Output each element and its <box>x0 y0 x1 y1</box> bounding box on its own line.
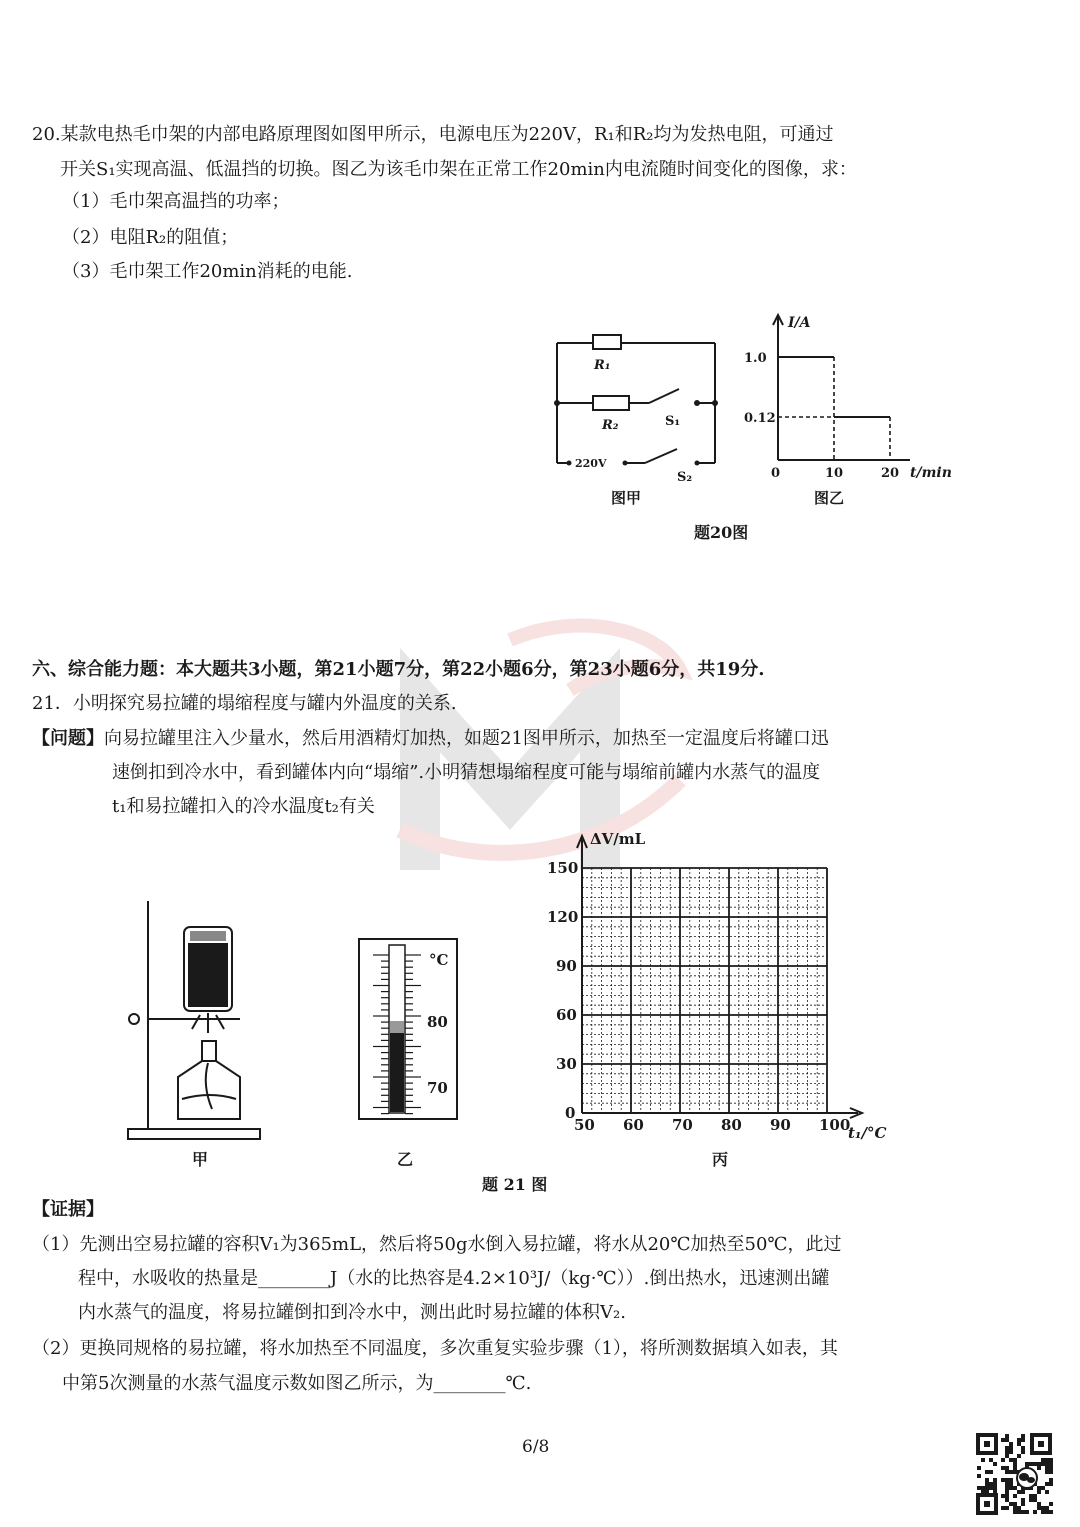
y-tick-2: 0.12 <box>744 411 776 426</box>
qr-cell <box>1037 1462 1041 1466</box>
qr-cell <box>1009 1470 1013 1474</box>
qr-cell <box>1021 1446 1025 1450</box>
qr-cell <box>1005 1446 1009 1450</box>
evidence1-line1: （1）先测出空易拉罐的容积V₁为365mL，然后将50g水倒入易拉罐，将水从20℃加热至50℃，此过 <box>32 1234 842 1255</box>
qr-cell <box>1013 1466 1017 1470</box>
q20-stem-line2: 开关S₁实现高温、低温挡的切换。图乙为该毛巾架在正常工作20min内电流随时间变化的图像，求： <box>60 159 857 180</box>
r2-label: R₂ <box>602 418 619 433</box>
source-label: 220V <box>575 457 607 470</box>
grid-y-tick-90: 90 <box>556 957 577 975</box>
qr-cell <box>1009 1486 1013 1490</box>
qr-cell <box>1049 1458 1053 1462</box>
qr-cell <box>1021 1490 1025 1494</box>
qr-cell <box>1005 1478 1009 1482</box>
qr-cell <box>1017 1454 1021 1458</box>
qr-cell <box>1049 1470 1053 1474</box>
thermo-unit: °C <box>429 951 449 969</box>
qr-cell <box>1049 1482 1053 1486</box>
qr-cell <box>1041 1462 1045 1466</box>
q20-sub2: （2）电阻R₂的阻值； <box>62 227 239 248</box>
thermo-80: 80 <box>427 1013 448 1031</box>
grid-y-tick-150: 150 <box>547 859 579 877</box>
qr-cell <box>1021 1438 1025 1442</box>
problem-line3: t₁和易拉罐扣入的冷水温度t₂有关 <box>112 796 375 817</box>
qr-cell <box>993 1486 997 1490</box>
grid-y-tick-60: 60 <box>556 1006 577 1024</box>
q21-figure-caption: 题 21 图 <box>482 1175 548 1194</box>
qr-cell <box>1045 1510 1049 1514</box>
qr-cell <box>1005 1466 1009 1470</box>
qr-cell <box>985 1482 989 1486</box>
qr-cell <box>993 1482 997 1486</box>
evidence2-line1: （2）更换同规格的易拉罐，将水加热至不同温度，多次重复实验步骤（1），将所测数据填入如表，其 <box>32 1338 838 1359</box>
qr-cell <box>1045 1470 1049 1474</box>
qr-cell <box>1001 1506 1005 1510</box>
qr-cell <box>985 1478 989 1482</box>
qr-cell <box>1021 1450 1025 1454</box>
circuit-diagram <box>545 325 735 515</box>
grid-x-tick-100: 100 <box>819 1116 851 1134</box>
evidence2-line2: 中第5次测量的水蒸气温度示数如图乙所示，为________℃. <box>62 1373 532 1394</box>
y-tick-1: 1.0 <box>744 351 767 366</box>
qr-cell <box>1005 1450 1009 1454</box>
qr-cell <box>977 1486 981 1490</box>
qr-cell <box>1009 1458 1013 1462</box>
qr-cell <box>1045 1482 1049 1486</box>
qr-cell <box>1013 1462 1017 1466</box>
qr-cell <box>1033 1462 1037 1466</box>
qr-cell <box>981 1486 985 1490</box>
qr-cell <box>1001 1458 1005 1462</box>
qr-cell <box>1001 1478 1005 1482</box>
qr-cell <box>1009 1446 1013 1450</box>
qr-cell <box>1005 1482 1009 1486</box>
grid-x-tick-80: 80 <box>721 1116 742 1134</box>
qr-cell <box>1041 1510 1045 1514</box>
qr-cell <box>1025 1462 1029 1466</box>
qr-cell <box>1037 1486 1041 1490</box>
qr-cell <box>1045 1458 1049 1462</box>
qr-code <box>975 1432 1053 1516</box>
qr-cell <box>1009 1482 1013 1486</box>
q20-figure-caption: 题20图 <box>694 523 749 542</box>
qr-cell <box>989 1482 993 1486</box>
qr-cell <box>1029 1498 1033 1502</box>
qr-cell <box>1021 1510 1025 1514</box>
qr-cell <box>1017 1490 1021 1494</box>
qr-cell <box>1009 1450 1013 1454</box>
qr-cell <box>1033 1510 1037 1514</box>
qr-cell <box>1017 1506 1021 1510</box>
qr-cell <box>989 1486 993 1490</box>
graph-xlabel: t/min <box>910 465 952 481</box>
problem-line2: 速倒扣到冷水中，看到罐体内向“塌缩”.小明猜想塌缩程度可能与塌缩前罐内水蒸气的温度 <box>112 762 821 783</box>
section6-heading: 六、综合能力题：本大题共3小题，第21小题7分，第22小题6分，第23小题6分，共19分. <box>32 659 765 680</box>
qr-cell <box>985 1470 989 1474</box>
problem-label: 【问题】 <box>32 728 104 749</box>
thermometer-yi <box>355 935 465 1175</box>
x-tick-1: 10 <box>825 466 844 481</box>
r1-label: R₁ <box>594 358 611 373</box>
qr-cell <box>1005 1454 1009 1458</box>
graph-caption: 图乙 <box>814 489 845 507</box>
qr-cell <box>1037 1506 1041 1510</box>
qr-cell <box>1049 1466 1053 1470</box>
qr-cell <box>985 1486 989 1490</box>
qr-cell <box>1041 1458 1045 1462</box>
thermo-70: 70 <box>427 1079 448 1097</box>
grid-y-tick-0: 0 <box>565 1104 576 1122</box>
qr-cell <box>1037 1490 1041 1494</box>
qr-cell <box>1021 1502 1025 1506</box>
fig21-bing-label: 丙 <box>712 1150 729 1169</box>
qr-cell <box>1049 1478 1053 1482</box>
qr-cell <box>1041 1486 1045 1490</box>
qr-cell <box>1005 1470 1009 1474</box>
qr-cell <box>1045 1462 1049 1466</box>
qr-cell <box>1045 1466 1049 1470</box>
evidence1-line2: 程中，水吸收的热量是________J（水的比热容是4.2×10³J/（kg·℃））.倒出热水，迅速测出罐 <box>78 1268 830 1289</box>
grid-xlabel: t₁/°C <box>848 1124 887 1142</box>
qr-cell <box>1025 1510 1029 1514</box>
qr-cell <box>1013 1470 1017 1474</box>
qr-cell <box>1033 1494 1037 1498</box>
q20-sub3: （3）毛巾架工作20min消耗的电能. <box>62 261 353 282</box>
fig21-yi-label: 乙 <box>397 1150 414 1169</box>
qr-cell <box>1029 1462 1033 1466</box>
qr-cell <box>1009 1478 1013 1482</box>
qr-cell <box>1005 1490 1009 1494</box>
qr-cell <box>977 1466 981 1470</box>
grid-y-tick-120: 120 <box>547 908 579 926</box>
current-time-graph <box>740 305 970 515</box>
apparatus-jia <box>120 895 270 1175</box>
evidence-label: 【证据】 <box>32 1199 104 1220</box>
qr-cell <box>1049 1462 1053 1466</box>
qr-cell <box>977 1474 981 1478</box>
qr-cell <box>1021 1434 1025 1438</box>
grid-x-tick-90: 90 <box>770 1116 791 1134</box>
qr-cell <box>1037 1466 1041 1470</box>
evidence1-line3: 内水蒸气的温度，将易拉罐倒扣到冷水中，测出此时易拉罐的体积V₂. <box>78 1302 626 1323</box>
grid-x-tick-50: 50 <box>574 1116 595 1134</box>
qr-cell <box>1005 1486 1009 1490</box>
qr-cell <box>1005 1494 1009 1498</box>
grid-graph-bing <box>540 820 920 1175</box>
qr-cell <box>981 1458 985 1462</box>
qr-cell <box>1017 1510 1021 1514</box>
qr-cell <box>1049 1502 1053 1506</box>
qr-cell <box>1001 1438 1005 1442</box>
q20-stem-line1: 20.某款电热毛巾架的内部电路原理图如图甲所示，电源电压为220V，R₁和R₂均为发热电阻，可通过 <box>32 124 834 145</box>
s2-label: S₂ <box>677 470 693 485</box>
qr-cell <box>1037 1502 1041 1506</box>
s1-label: S₁ <box>665 414 681 429</box>
qr-cell <box>1045 1506 1049 1510</box>
qr-cell <box>1013 1506 1017 1510</box>
qr-cell <box>1013 1502 1017 1506</box>
grid-y-tick-30: 30 <box>556 1055 577 1073</box>
qr-cell <box>1009 1502 1013 1506</box>
qr-cell <box>1013 1510 1017 1514</box>
x-tick-2: 20 <box>881 466 900 481</box>
circuit-caption: 图甲 <box>611 489 642 507</box>
qr-cell <box>993 1478 997 1482</box>
qr-cell <box>1017 1442 1021 1446</box>
q20-sub1: （1）毛巾架高温挡的功率； <box>62 191 290 212</box>
qr-cell <box>1013 1494 1017 1498</box>
grid-ylabel: ΔV/mL <box>590 830 646 848</box>
qr-cell <box>1041 1506 1045 1510</box>
qr-cell <box>1005 1434 1009 1438</box>
qr-cell <box>1001 1466 1005 1470</box>
qr-cell <box>1005 1438 1009 1442</box>
qr-cell <box>1017 1438 1021 1442</box>
grid-x-tick-70: 70 <box>672 1116 693 1134</box>
qr-cell <box>1005 1498 1009 1502</box>
problem-text1: 向易拉罐里注入少量水，然后用酒精灯加热，如题21图甲所示，加热至一定温度后将罐口迅 <box>104 728 829 749</box>
qr-cell <box>993 1462 997 1466</box>
qr-cell <box>1013 1486 1017 1490</box>
graph-ylabel: I/A <box>788 315 811 331</box>
fig21-jia-label: 甲 <box>192 1150 209 1169</box>
qr-cell <box>1029 1494 1033 1498</box>
qr-cell <box>1001 1494 1005 1498</box>
qr-cell <box>1013 1458 1017 1462</box>
q21-title: 21．小明探究易拉罐的塌缩程度与罐内外温度的关系. <box>32 693 457 714</box>
qr-cell <box>1033 1498 1037 1502</box>
qr-cell <box>1005 1506 1009 1510</box>
page-number: 6/8 <box>522 1437 550 1457</box>
graph-origin: 0 <box>771 466 781 481</box>
qr-cell <box>989 1470 993 1474</box>
qr-cell <box>1009 1442 1013 1446</box>
qr-cell <box>1045 1490 1049 1494</box>
problem-line1 <box>32 727 829 751</box>
qr-cell <box>1049 1510 1053 1514</box>
grid-x-tick-60: 60 <box>623 1116 644 1134</box>
qr-cell <box>989 1458 993 1462</box>
qr-cell <box>1021 1498 1025 1502</box>
